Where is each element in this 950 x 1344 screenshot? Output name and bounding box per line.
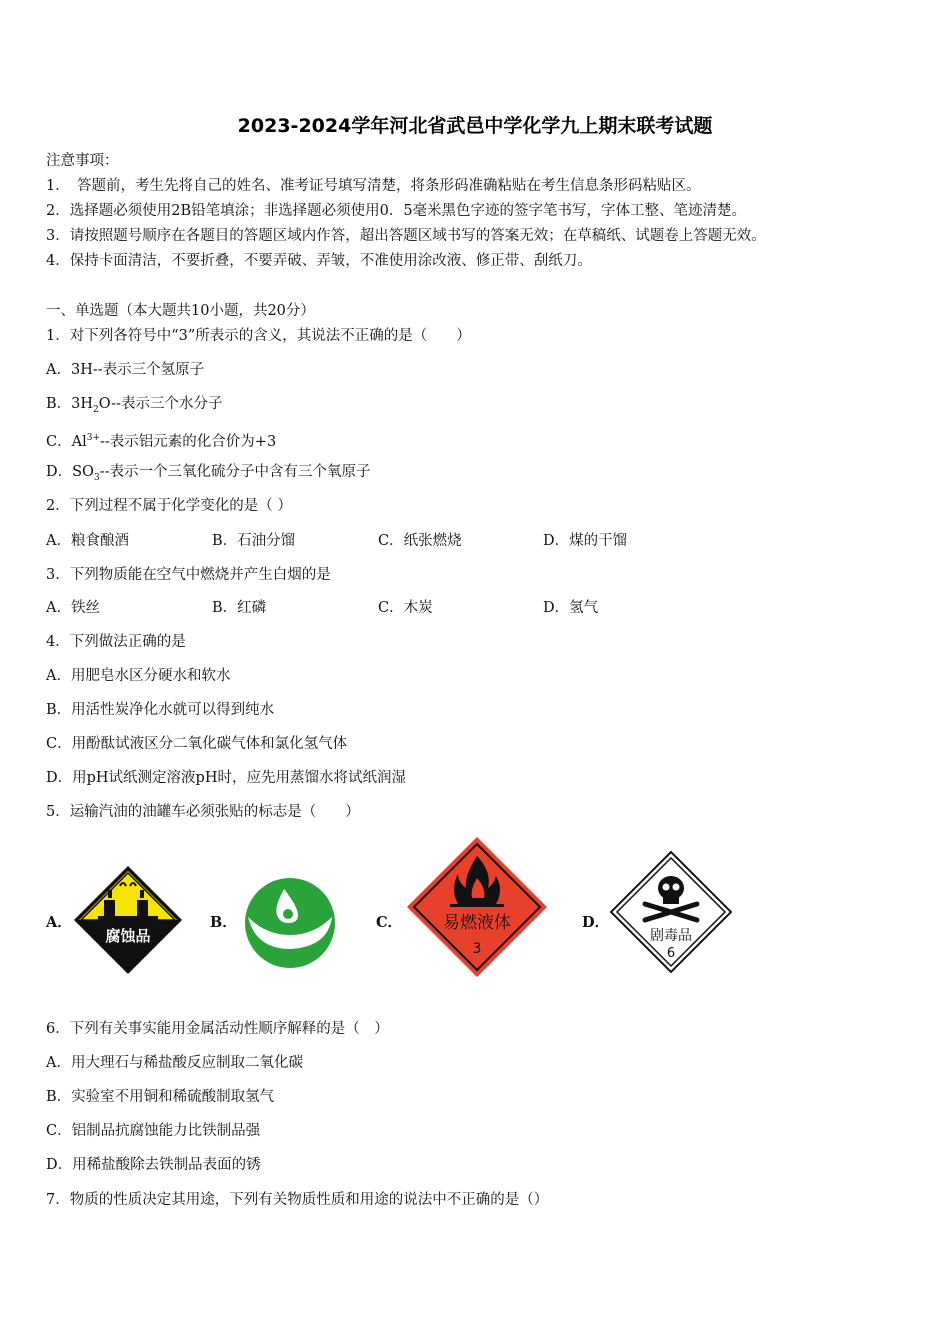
question-stem: 5．运输汽油的油罐车必须张贴的标志是（ ） [46, 804, 360, 820]
option-c: C．$Al^{3+}--$表示铝元素的化合价为+3 [46, 433, 277, 450]
question-stem: 2．下列过程不属于化学变化的是（ ） [46, 498, 292, 514]
notice-item: 2．选择题必须使用2B铅笔填涂；非选择题必须使用0．5毫米黑色字迹的签字笔书写，字体工整、笔迹清楚。 [46, 203, 747, 219]
notice-item: 4．保持卡面清洁，不要折叠，不要弄破、弄皱，不准使用涂改液、修正带、刮纸刀。 [46, 253, 592, 269]
option-a: A．用肥皂水区分硬水和软水 [46, 668, 231, 684]
option-a: A．3H--表示三个氢原子 [46, 362, 205, 378]
toxic-sign-number: 6 [666, 946, 676, 961]
water-saving-sign-icon [244, 877, 336, 969]
option-d: D．用pH试纸测定溶液pH时，应先用蒸馏水将试纸润湿 [46, 770, 406, 786]
question-stem: 3．下列物质能在空气中燃烧并产生白烟的是 [46, 567, 331, 583]
option-d: D．用稀盐酸除去铁制品表面的锈 [46, 1157, 261, 1173]
option-b-label: B． [210, 914, 237, 931]
flammable-sign-text: 易燃液体 [443, 913, 511, 933]
corrosive-sign-icon [72, 864, 184, 976]
option-a-label: A． [46, 914, 72, 931]
flammable-liquid-sign-icon [406, 836, 548, 978]
question-stem: 7．物质的性质决定其用途，下列有关物质性质和用途的说法中不正确的是（） [46, 1192, 549, 1208]
option-b: B．红磷 [212, 600, 267, 616]
option-a: A．粮食酿酒 [46, 533, 129, 549]
option-c-label: C． [376, 914, 403, 931]
option-a: A．用大理石与稀盐酸反应制取二氧化碳 [46, 1055, 303, 1071]
option-c: C．纸张燃烧 [378, 533, 462, 549]
option-c: C．木炭 [378, 600, 433, 616]
question-stem: 1．对下列各符号中“3”所表示的含义，其说法不正确的是（ ） [46, 328, 471, 344]
notice-heading: 注意事项： [46, 153, 119, 169]
option-d: D．$SO_3--$表示一个三氧化硫分子中含有三个氧原子 [46, 464, 371, 483]
flammable-sign-number: 3 [472, 941, 482, 957]
section-heading: 一、单选题（本大题共10小题，共20分） [46, 303, 315, 319]
notice-item: 3．请按照题号顺序在各题目的答题区域内作答，超出答题区域书写的答案无效；在草稿纸、试题卷上答题无效。 [46, 228, 766, 244]
question-stem: 6．下列有关事实能用金属活动性顺序解释的是（ ） [46, 1021, 389, 1037]
option-a: A．铁丝 [46, 600, 100, 616]
notice-item: 1． 答题前，考生先将自己的姓名、准考证号填写清楚，将条形码准确粘贴在考生信息条形码粘贴区。 [46, 178, 701, 194]
option-b: B．用活性炭净化水就可以得到纯水 [46, 702, 275, 718]
option-c: C．铝制品抗腐蚀能力比铁制品强 [46, 1123, 261, 1139]
exam-title: 2023-2024学年河北省武邑中学化学九上期末联考试题 [237, 115, 713, 137]
option-c: C．用酚酞试液区分二氧化碳气体和氯化氢气体 [46, 736, 348, 752]
toxic-sign-icon [609, 850, 733, 974]
option-b: B．石油分馏 [212, 533, 296, 549]
corrosive-sign-text: 腐蚀品 [105, 927, 151, 945]
option-b: B．实验室不用铜和稀硫酸制取氢气 [46, 1089, 275, 1105]
toxic-sign-text: 剧毒品 [650, 928, 692, 944]
option-d-label: D． [582, 914, 610, 931]
question-stem: 4．下列做法正确的是 [46, 634, 186, 650]
option-d: D．氢气 [543, 600, 599, 616]
option-b: B．$3H_2O--$表示三个水分子 [46, 396, 223, 415]
option-d: D．煤的干馏 [543, 533, 628, 549]
